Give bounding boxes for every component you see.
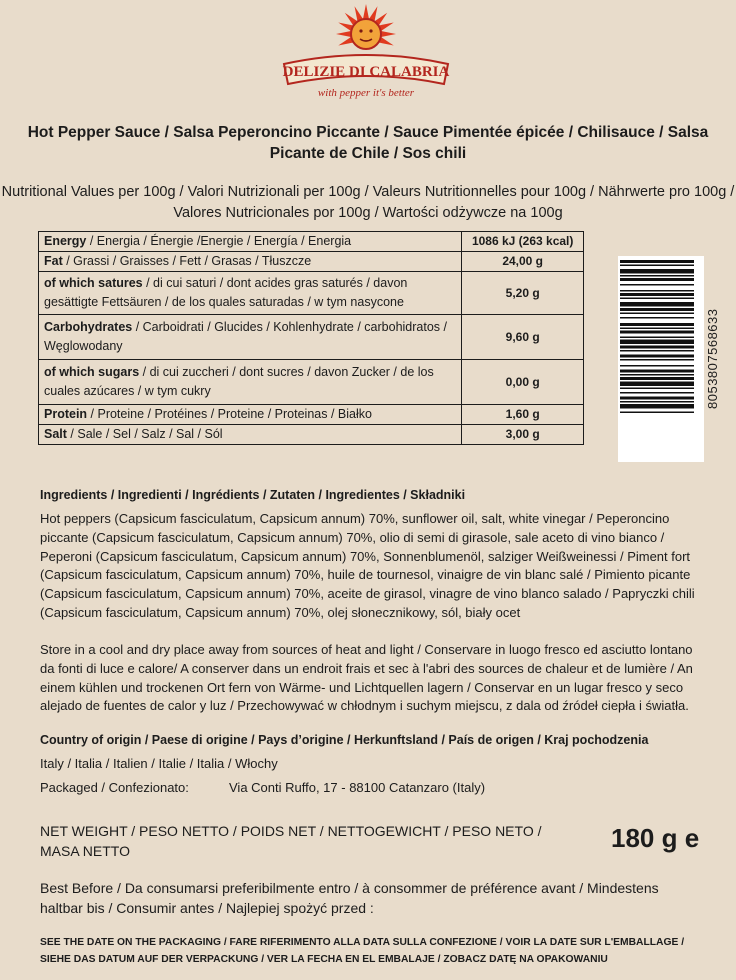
nutrition-row-protein	[39, 405, 584, 425]
ingredients-heading: Ingredients / Ingredienti / Ingrédients / Zutaten / Ingredientes / Składniki	[40, 488, 466, 502]
brand-name: DELIZIE DI CALABRIA	[282, 64, 450, 80]
barcode	[618, 256, 716, 462]
barcode-bar	[620, 355, 694, 358]
brand-tagline: with pepper it's better	[317, 87, 415, 99]
barcode-bar	[620, 412, 694, 414]
barcode-bar	[620, 302, 694, 307]
barcode-bar	[620, 374, 694, 376]
barcode-bar	[620, 278, 694, 281]
barcode-bar	[620, 317, 694, 319]
nutrient-translations: / Grassi / Graisses / Fett / Grasas / Tłuszcze	[62, 254, 312, 268]
barcode-bar	[620, 346, 694, 349]
net-weight-value: 180 g e	[611, 823, 700, 853]
barcode-bar	[620, 313, 694, 315]
net-weight-label: NET WEIGHT / PESO NETTO / POIDS NET / NETTOGEWICHT / PESO NETO / MASA NETTO	[40, 823, 542, 859]
nutrient-translations: / di cui saturi / dont acides gras saturés / davon gesättigte Fettsäuren / de los quales saturadas / w tym nasycone	[44, 276, 408, 309]
barcode-bar	[620, 284, 694, 286]
barcode-bar	[620, 388, 694, 390]
barcode-bar	[620, 340, 694, 345]
barcode-bar	[620, 331, 694, 334]
barcode-bar	[620, 397, 694, 400]
origin-heading: Country of origin / Paese di origine / Pays d’origine / Herkunftsland / País de origen / Kraj pochodzenia	[40, 733, 649, 747]
barcode-bar	[620, 328, 694, 330]
barcode-bar	[620, 269, 694, 274]
nutrition-row-fat	[39, 252, 584, 272]
nutrition-row-sugars	[39, 360, 584, 405]
barcode-bar	[620, 337, 694, 339]
nutrient-translations: / Proteine / Protéines / Proteine / Proteinas / Białko	[87, 407, 372, 421]
nutrition-row-carbohydrates	[39, 315, 584, 360]
see-date-note: SEE THE DATE ON THE PACKAGING / FARE RIFERIMENTO ALLA DATA SULLA CONFEZIONE / VOIR LA DATE SUR L'EMBALLAGE / SIEHE DAS DATUM AUF DER VERPACKUNG / VER LA FECHA EN EL EMBALAJE / ZOBACZ DATĘ NA OPAKOWANIU	[40, 937, 685, 965]
nutrient-value: 1,60 g	[462, 405, 584, 425]
nutrient-name: Protein	[44, 407, 88, 421]
storage-instructions: Store in a cool and dry place away from sources of heat and light / Conservare in luogo fresco ed asciutto lontano da fonti di luce e calore/ A conserver dans un endroit frais et sec à l'abri des sources de chaleur et de lumière / An einem kühlen und trockenen Ort fern von Wärme- und Lichtquellen lagern / Conservar en un lugar fresco y seco alejado de fuentes de calor y luz / Przechowywać w chłodnym i suchym miejscu, z dala od źródeł ciepła i światła.	[40, 642, 693, 714]
barcode-bar	[620, 404, 694, 409]
nutrient-name: of which sugars	[44, 365, 140, 379]
barcode-bar	[620, 392, 694, 394]
nutrient-name: Salt	[44, 427, 67, 441]
nutrition-header: Nutritional Values per 100g / Valori Nutrizionali per 100g / Valeurs Nutritionnelles pour 100g / Nährwerte pro 100g / Valores Nutricionales por 100g / Wartości odżywcze na 100g	[1, 184, 735, 221]
barcode-bar	[620, 265, 694, 267]
ingredients-text: Hot peppers (Capsicum fasciculatum, Capsicum annum) 70%, sunflower oil, salt, white vinegar / Peperoncino piccante (Capsicum fasciculatum, Capsicum annum) 70%, olio di semi di girasole, sale aceto di vino bianco / Peperoni (Capsicum fasciculatum, Capsicum annum) 70%, Sonnenblumenöl, salziger Weißweinessi / Piment fort (Capsicum fasciculatum, Capsicum annum) 70%, huile de tournesol, vinaigre de vin blanc salé / Pimiento picante (Capsicum fasciculatum, Capsicum annum) 70%, aceite de girasol, vinagre de vino blanco salado / Papryczki chili (Capsicum fasciculatum, Capsicum annum) 70%, olej słonecznikowy, sól, biały ocet	[40, 511, 695, 620]
nutrient-name: Fat	[44, 254, 63, 268]
barcode-bar	[620, 401, 694, 403]
nutrient-value: 3,00 g	[462, 425, 584, 445]
nutrient-name: Carbohydrates	[44, 320, 133, 334]
nutrient-translations: / Energia / Énergie /Energie / Energía / Energia	[86, 234, 352, 248]
packaged-label: Packaged / Confezionato:	[40, 780, 189, 795]
nutrient-value: 5,20 g	[462, 272, 584, 315]
origin-text: Italy / Italia / Italien / Italie / Italia / Włochy	[40, 756, 278, 771]
brand-logo	[278, 2, 454, 102]
barcode-bar	[620, 290, 694, 292]
nutrient-name: Energy	[44, 234, 87, 248]
nutrient-value: 9,60 g	[462, 315, 584, 360]
barcode-bar	[620, 359, 694, 361]
packaged-address: Via Conti Ruffo, 17 - 88100 Catanzaro (Italy)	[229, 780, 486, 795]
packaged-line	[40, 779, 704, 798]
nutrition-row-saturates	[39, 272, 584, 315]
nutrient-translations: / Carboidrati / Glucides / Kohlenhydrate / carbohidratos / Węglowodany	[44, 320, 447, 353]
nutrition-row-salt	[39, 425, 584, 445]
nutrient-value: 1086 kJ (263 kcal)	[462, 232, 584, 252]
barcode-number: 8053807568633	[705, 308, 720, 410]
barcode-bar	[620, 260, 694, 263]
barcode-bar	[620, 308, 694, 311]
nutrient-value: 0,00 g	[462, 360, 584, 405]
barcode-bar	[620, 298, 694, 300]
barcode-bar	[620, 382, 694, 387]
barcode-bar	[620, 350, 694, 352]
nutrition-row-energy	[39, 232, 584, 252]
barcode-bar	[620, 365, 694, 367]
nutrient-value: 24,00 g	[462, 252, 584, 272]
nutrient-translations: / di cui zuccheri / dont sucres / davon Zucker / de los cuales azúcares / w tym cukry	[44, 365, 434, 398]
sun-icon	[336, 4, 396, 49]
best-before: Best Before / Da consumarsi preferibilmente entro / à consommer de préférence avant / Mindestens haltbar bis / Consumir antes / Najlepiej spożyć przed :	[40, 880, 659, 916]
barcode-bar	[620, 293, 694, 296]
barcode-bar	[620, 275, 694, 277]
nutrient-translations: / Sale / Sel / Salz / Sal / Sól	[66, 427, 223, 441]
barcode-bar	[620, 377, 694, 380]
nutrient-name: of which satures	[44, 276, 143, 290]
barcode-bar	[620, 323, 694, 326]
nutrition-table	[38, 231, 584, 445]
product-title: Hot Pepper Sauce / Salsa Peperoncino Piccante / Sauce Pimentée épicée / Chilisauce / Salsa Picante de Chile / Sos chili	[27, 124, 709, 162]
barcode-bar	[620, 370, 694, 373]
